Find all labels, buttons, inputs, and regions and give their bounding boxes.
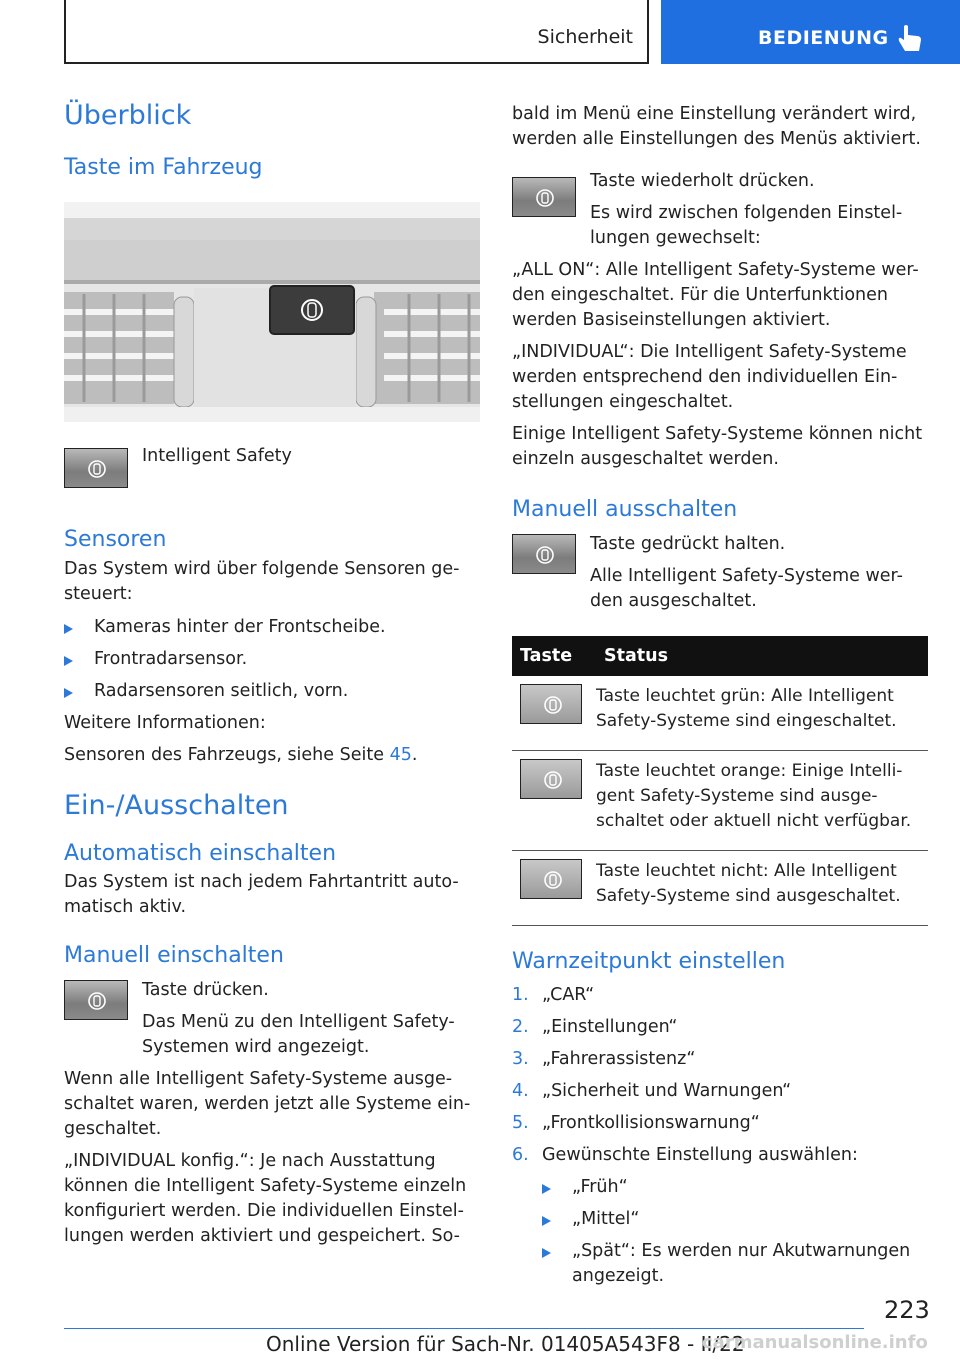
list-item: 6. Gewünschte Einstellung auswählen:	[512, 1145, 858, 1165]
list-item: 2. „Einstellungen“	[512, 1017, 678, 1037]
col-key-header: Taste	[512, 636, 596, 676]
safety-car-icon	[535, 188, 555, 208]
onoff-title: Ein-/Ausschalten	[64, 790, 289, 821]
manual-on-title: Manuell einschalten	[64, 943, 284, 968]
status-table	[512, 636, 928, 926]
footer-online-version: Online Version für Sach-Nr. 01405A543F8 - II/22	[266, 1332, 745, 1356]
page-link[interactable]: 45	[389, 745, 412, 765]
intelligent-safety-key	[512, 534, 576, 574]
intelligent-safety-key	[64, 448, 128, 488]
table-row	[512, 676, 928, 751]
bullet-triangle-icon	[64, 624, 73, 634]
overview-title: Überblick	[64, 100, 192, 131]
table-row	[512, 751, 928, 851]
auto-text: Das System ist nach jedem Fahrtantritt auto-matisch aktiv.	[64, 872, 459, 917]
table-row	[512, 851, 928, 926]
list-item: Frontradarsensor.	[64, 647, 480, 672]
manual-on-step: Taste drücken. Das Menü zu den Intelligent Safety-Systemen wird angezeigt.	[64, 978, 480, 1060]
sensors-intro: Das System wird über folgende Sensoren ge-steuert:	[64, 559, 460, 604]
left-column	[64, 96, 480, 1249]
safety-car-icon	[543, 695, 563, 715]
key-green-state	[520, 684, 582, 724]
footer-divider	[64, 1328, 864, 1329]
right-column	[512, 96, 928, 1289]
list-item: „Mittel“	[542, 1207, 928, 1232]
warn-title: Warnzeitpunkt einstellen	[512, 949, 786, 974]
bullet-triangle-icon	[64, 656, 73, 666]
header-frame	[64, 0, 649, 64]
safety-car-icon	[87, 991, 107, 1011]
some-systems-text: Einige Intelligent Safety-Systeme können nicht einzeln ausgeschaltet werden.	[512, 424, 923, 469]
sub-options	[512, 1175, 928, 1289]
section-name: Sicherheit	[537, 26, 633, 48]
bullet-triangle-icon	[542, 1248, 551, 1258]
status-cell: Taste leuchtet grün: Alle Intelligent Safety-Systeme sind eingeschaltet.	[596, 676, 928, 751]
individual-text: „INDIVIDUAL“: Die Intelligent Safety-Systeme werden entsprechend den individuellen Ein-stellungen eingeschaltet.	[512, 342, 907, 412]
list-item: 3. „Fahrerassistenz“	[512, 1049, 696, 1069]
repeat-step: Taste wiederholt drücken. Es wird zwischen folgenden Einstel-lungen gewechselt:	[512, 169, 928, 251]
manual-on-para-2: „INDIVIDUAL konfig.“: Je nach Ausstattung können die Intelligent Safety-Systeme einzeln konfiguriert werden. Die individuellen Einstel-lungen werden aktiviert und gespeichert. So-	[64, 1151, 467, 1246]
watermark: carmanualsonline.info	[702, 1332, 928, 1353]
key-off-state	[520, 859, 582, 899]
list-item: Kameras hinter der Frontscheibe.	[64, 615, 480, 640]
key-orange-state	[520, 759, 582, 799]
safety-car-icon	[535, 545, 555, 565]
col-status-header: Status	[596, 636, 928, 676]
list-item: Radarsensoren seitlich, vorn.	[64, 679, 480, 704]
intelligent-safety-key	[512, 177, 576, 217]
safety-car-icon	[543, 770, 563, 790]
manual-off-title: Manuell ausschalten	[512, 497, 738, 522]
list-item: „Spät“: Es werden nur Akutwarnungen angezeigt.	[542, 1239, 928, 1289]
bullet-triangle-icon	[64, 688, 73, 698]
key-label: Intelligent Safety	[142, 446, 292, 466]
list-item: 4. „Sicherheit und Warnungen“	[512, 1081, 792, 1101]
chapter-label: BEDIENUNG	[758, 27, 889, 49]
status-cell: Taste leuchtet orange: Einige Intelli-gent Safety-Systeme sind ausge-schaltet oder aktuell nicht verfügbar.	[596, 751, 928, 851]
chapter-tab[interactable]	[661, 0, 960, 64]
safety-car-icon	[543, 870, 563, 890]
table-header-row	[512, 636, 928, 676]
list-item: „Früh“	[542, 1175, 928, 1200]
all-on-text: „ALL ON“: Alle Intelligent Safety-Systeme wer-den eingeschaltet. Für die Unterfunktionen werden Basiseinstellungen aktiviert.	[512, 260, 919, 330]
manual-off-step: Taste gedrückt halten. Alle Intelligent Safety-Systeme wer-den ausgeschaltet.	[512, 532, 928, 614]
more-info: Weitere Informationen:	[64, 713, 266, 733]
key-title: Taste im Fahrzeug	[64, 155, 263, 180]
status-cell: Taste leuchtet nicht: Alle Intelligent Safety-Systeme sind ausgeschaltet.	[596, 851, 928, 926]
page-number: 223	[884, 1296, 930, 1324]
intelligent-safety-key	[64, 980, 128, 1020]
list-item: 1. „CAR“	[512, 985, 595, 1005]
dashboard-illustration	[64, 202, 480, 422]
manual-on-para-1: Wenn alle Intelligent Safety-Systeme ausge-schaltet waren, werden jetzt alle Systeme ein-geschaltet.	[64, 1069, 471, 1139]
continued-text: bald im Menü eine Einstellung verändert wird, werden alle Einstellungen des Menüs aktiviert.	[512, 104, 921, 149]
sensors-title: Sensoren	[64, 527, 167, 552]
bullet-triangle-icon	[542, 1184, 551, 1194]
hand-pointer-icon	[897, 24, 923, 54]
page-reference: Sensoren des Fahrzeugs, siehe Seite 45.	[64, 745, 418, 765]
vehicle-button-photo	[64, 202, 480, 422]
safety-car-icon	[87, 459, 107, 479]
list-item: 5. „Frontkollisionswarnung“	[512, 1113, 760, 1133]
auto-title: Automatisch einschalten	[64, 841, 337, 866]
key-legend-row	[64, 444, 480, 496]
bullet-triangle-icon	[542, 1216, 551, 1226]
